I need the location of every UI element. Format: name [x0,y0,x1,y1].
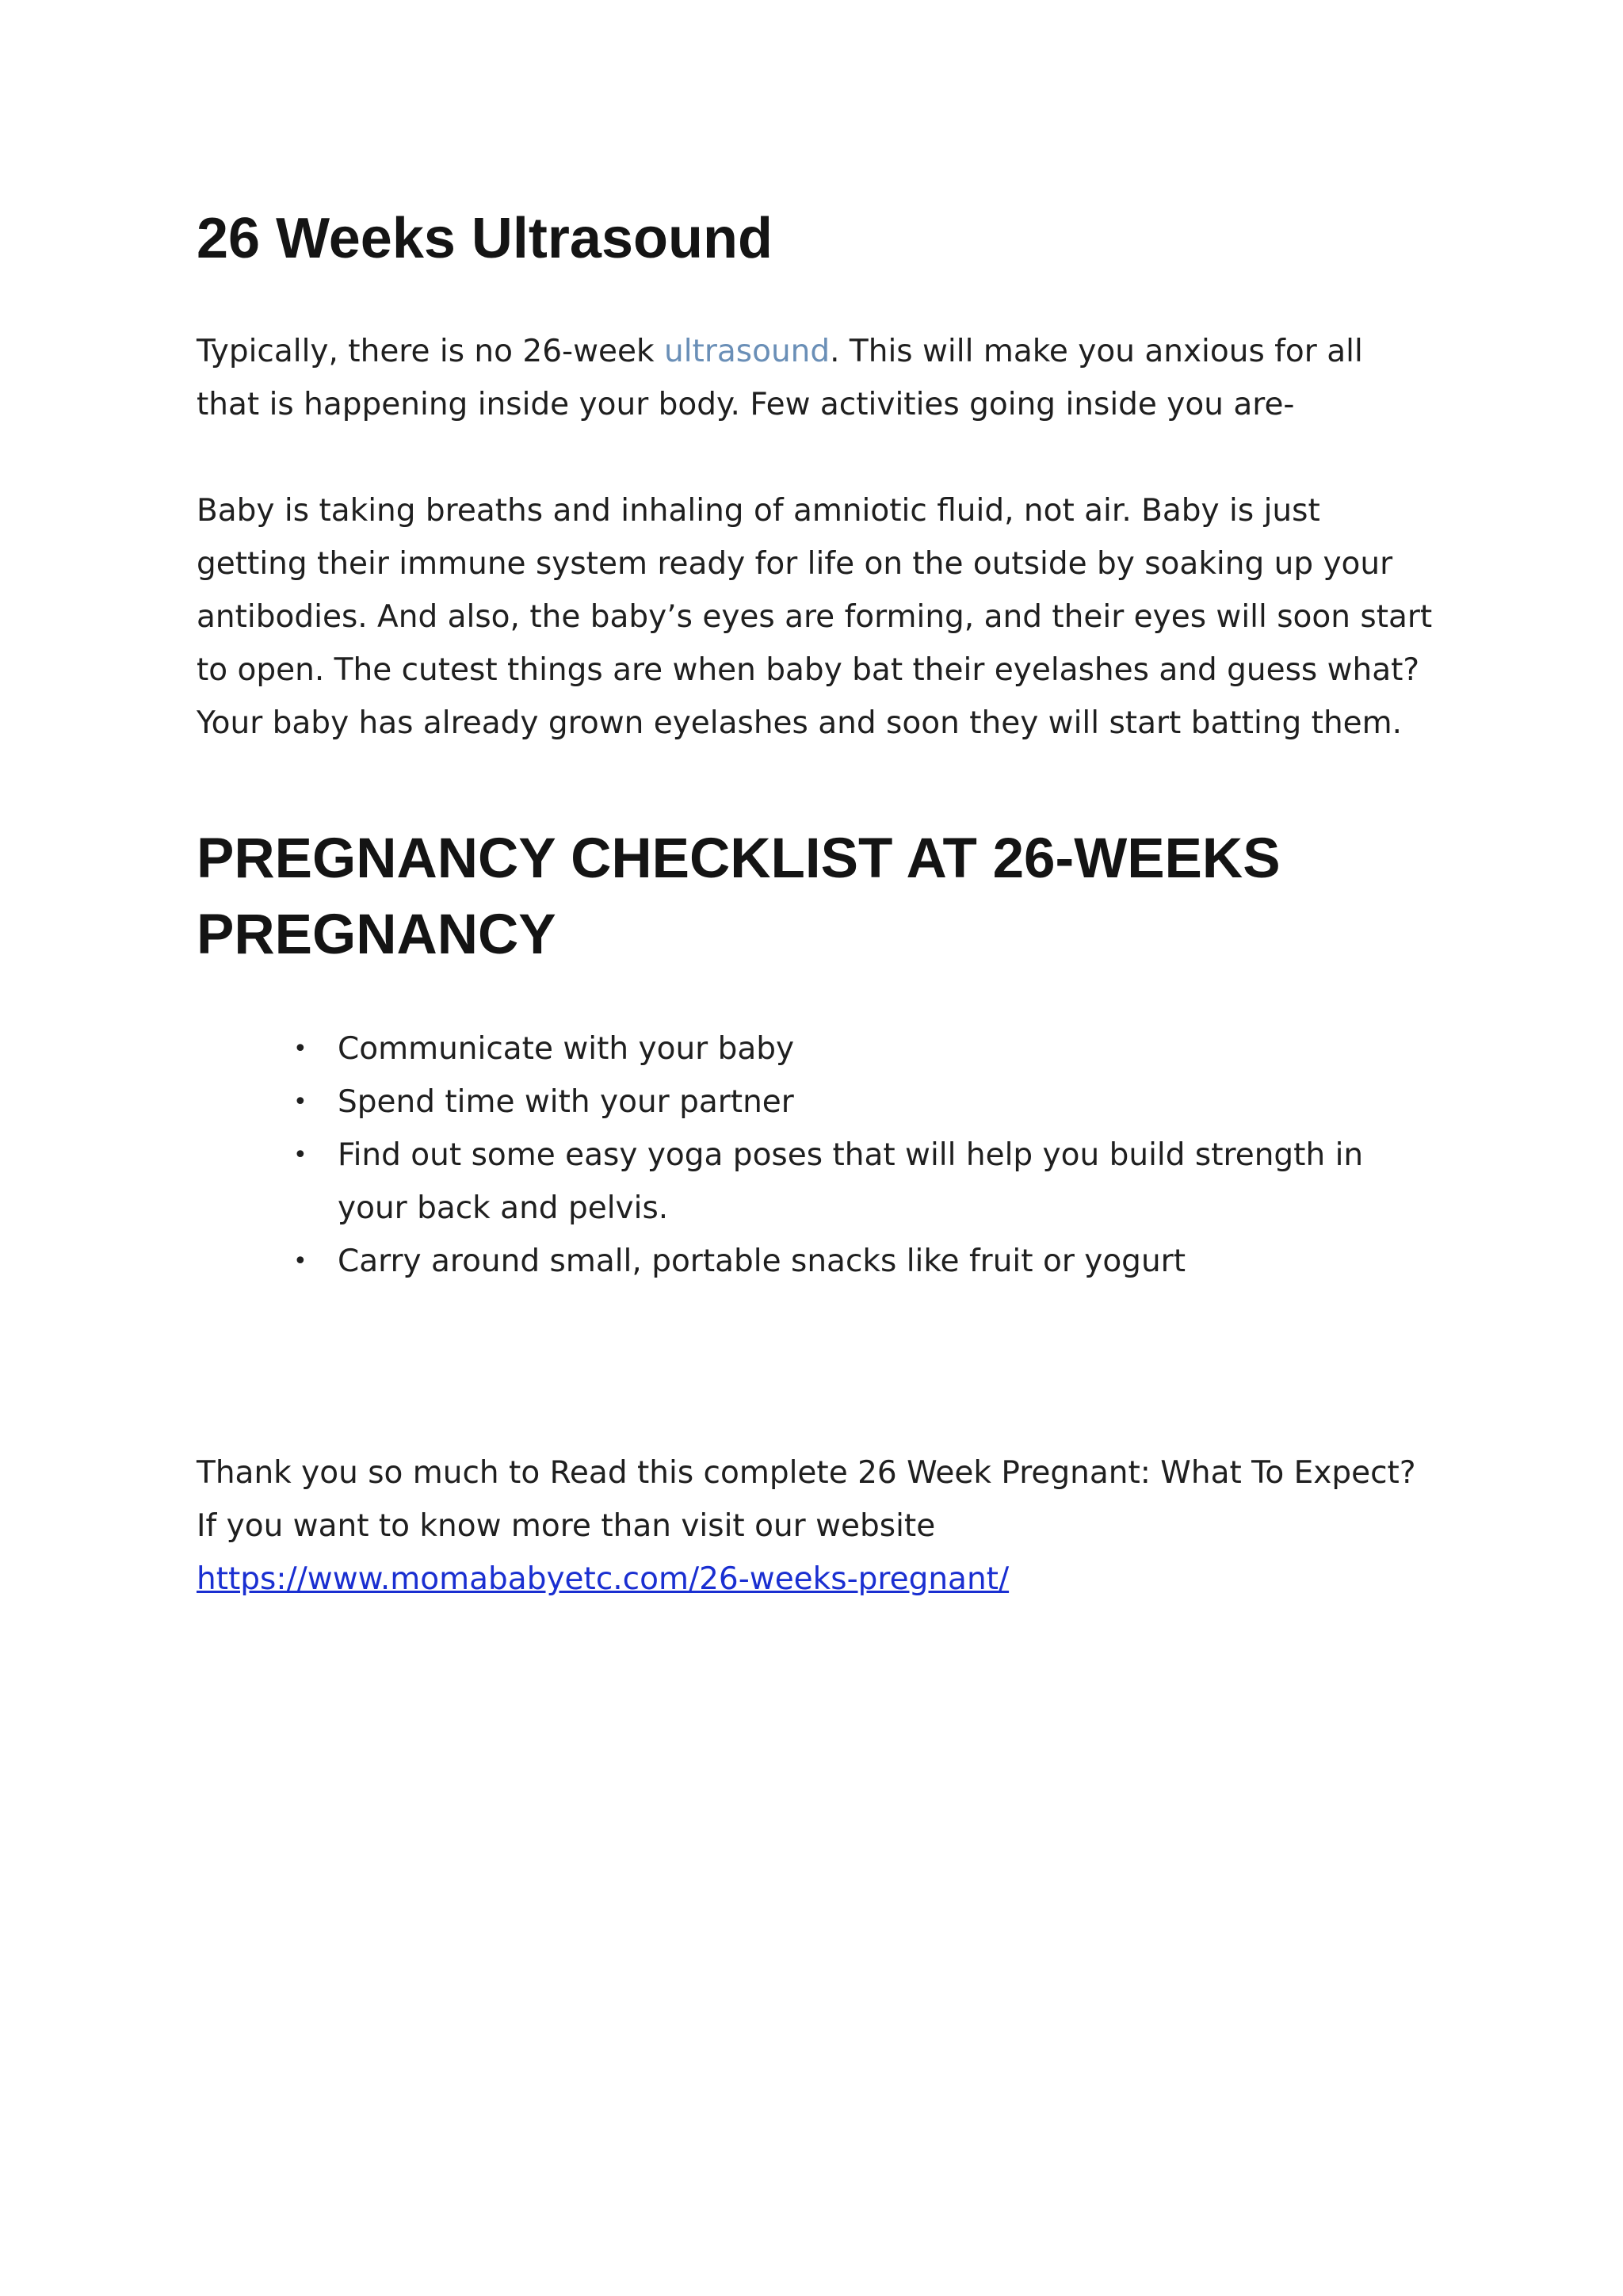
checklist-item [293,1075,1433,1129]
checklist-item-text: Spend time with your partner [338,1084,794,1120]
checklist-item [293,1129,1433,1235]
checklist-item-text: Find out some easy yoga poses that will help you build strength in your back and pelvis. [338,1137,1364,1226]
bullet-icon: • [293,1141,307,1169]
baby-development-paragraph: Baby is taking breaths and inhaling of amniotic fluid, not air. Baby is just getting their immune system ready for life on the outside by soaking up your antibodies. And also, the baby’s eyes are forming, and their eyes will soon start to open. The cutest things are when baby bat their eyelashes and guess what? Your baby has already grown eyelashes and soon they will start batting them. [197,493,1433,741]
closing-paragraph [197,1446,1433,1606]
document-content [197,204,1433,1606]
checklist-item [293,1022,1433,1075]
intro-text-end: . This will make you anxious for all that is happening inside your body. Few activities going inside you are- [197,334,1363,422]
checklist-list [197,1022,1433,1288]
bullet-icon: • [293,1035,307,1063]
ultrasound-heading: 26 Weeks Ultrasound [197,207,773,270]
ultrasound-link[interactable]: ultrasound [663,334,831,369]
intro-text-start: Typically, there is no 26-week [197,334,664,369]
closing-text: Thank you so much to Read this complete 26 Week Pregnant: What To Expect? If you want to know more than visit our website [197,1455,1416,1544]
bullet-icon: • [293,1247,307,1275]
checklist-heading: PREGNANCY CHECKLIST AT 26-WEEKS PREGNANCY [197,827,1281,966]
ultrasound-intro-paragraph [197,325,1433,431]
website-link[interactable]: https://www.momababyetc.com/26-weeks-pregnant/ [197,1561,1010,1597]
checklist-item-text: Communicate with your baby [338,1031,795,1067]
bullet-icon: • [293,1088,307,1116]
checklist-item-text: Carry around small, portable snacks like fruit or yogurt [338,1244,1186,1279]
checklist-item [293,1235,1433,1288]
